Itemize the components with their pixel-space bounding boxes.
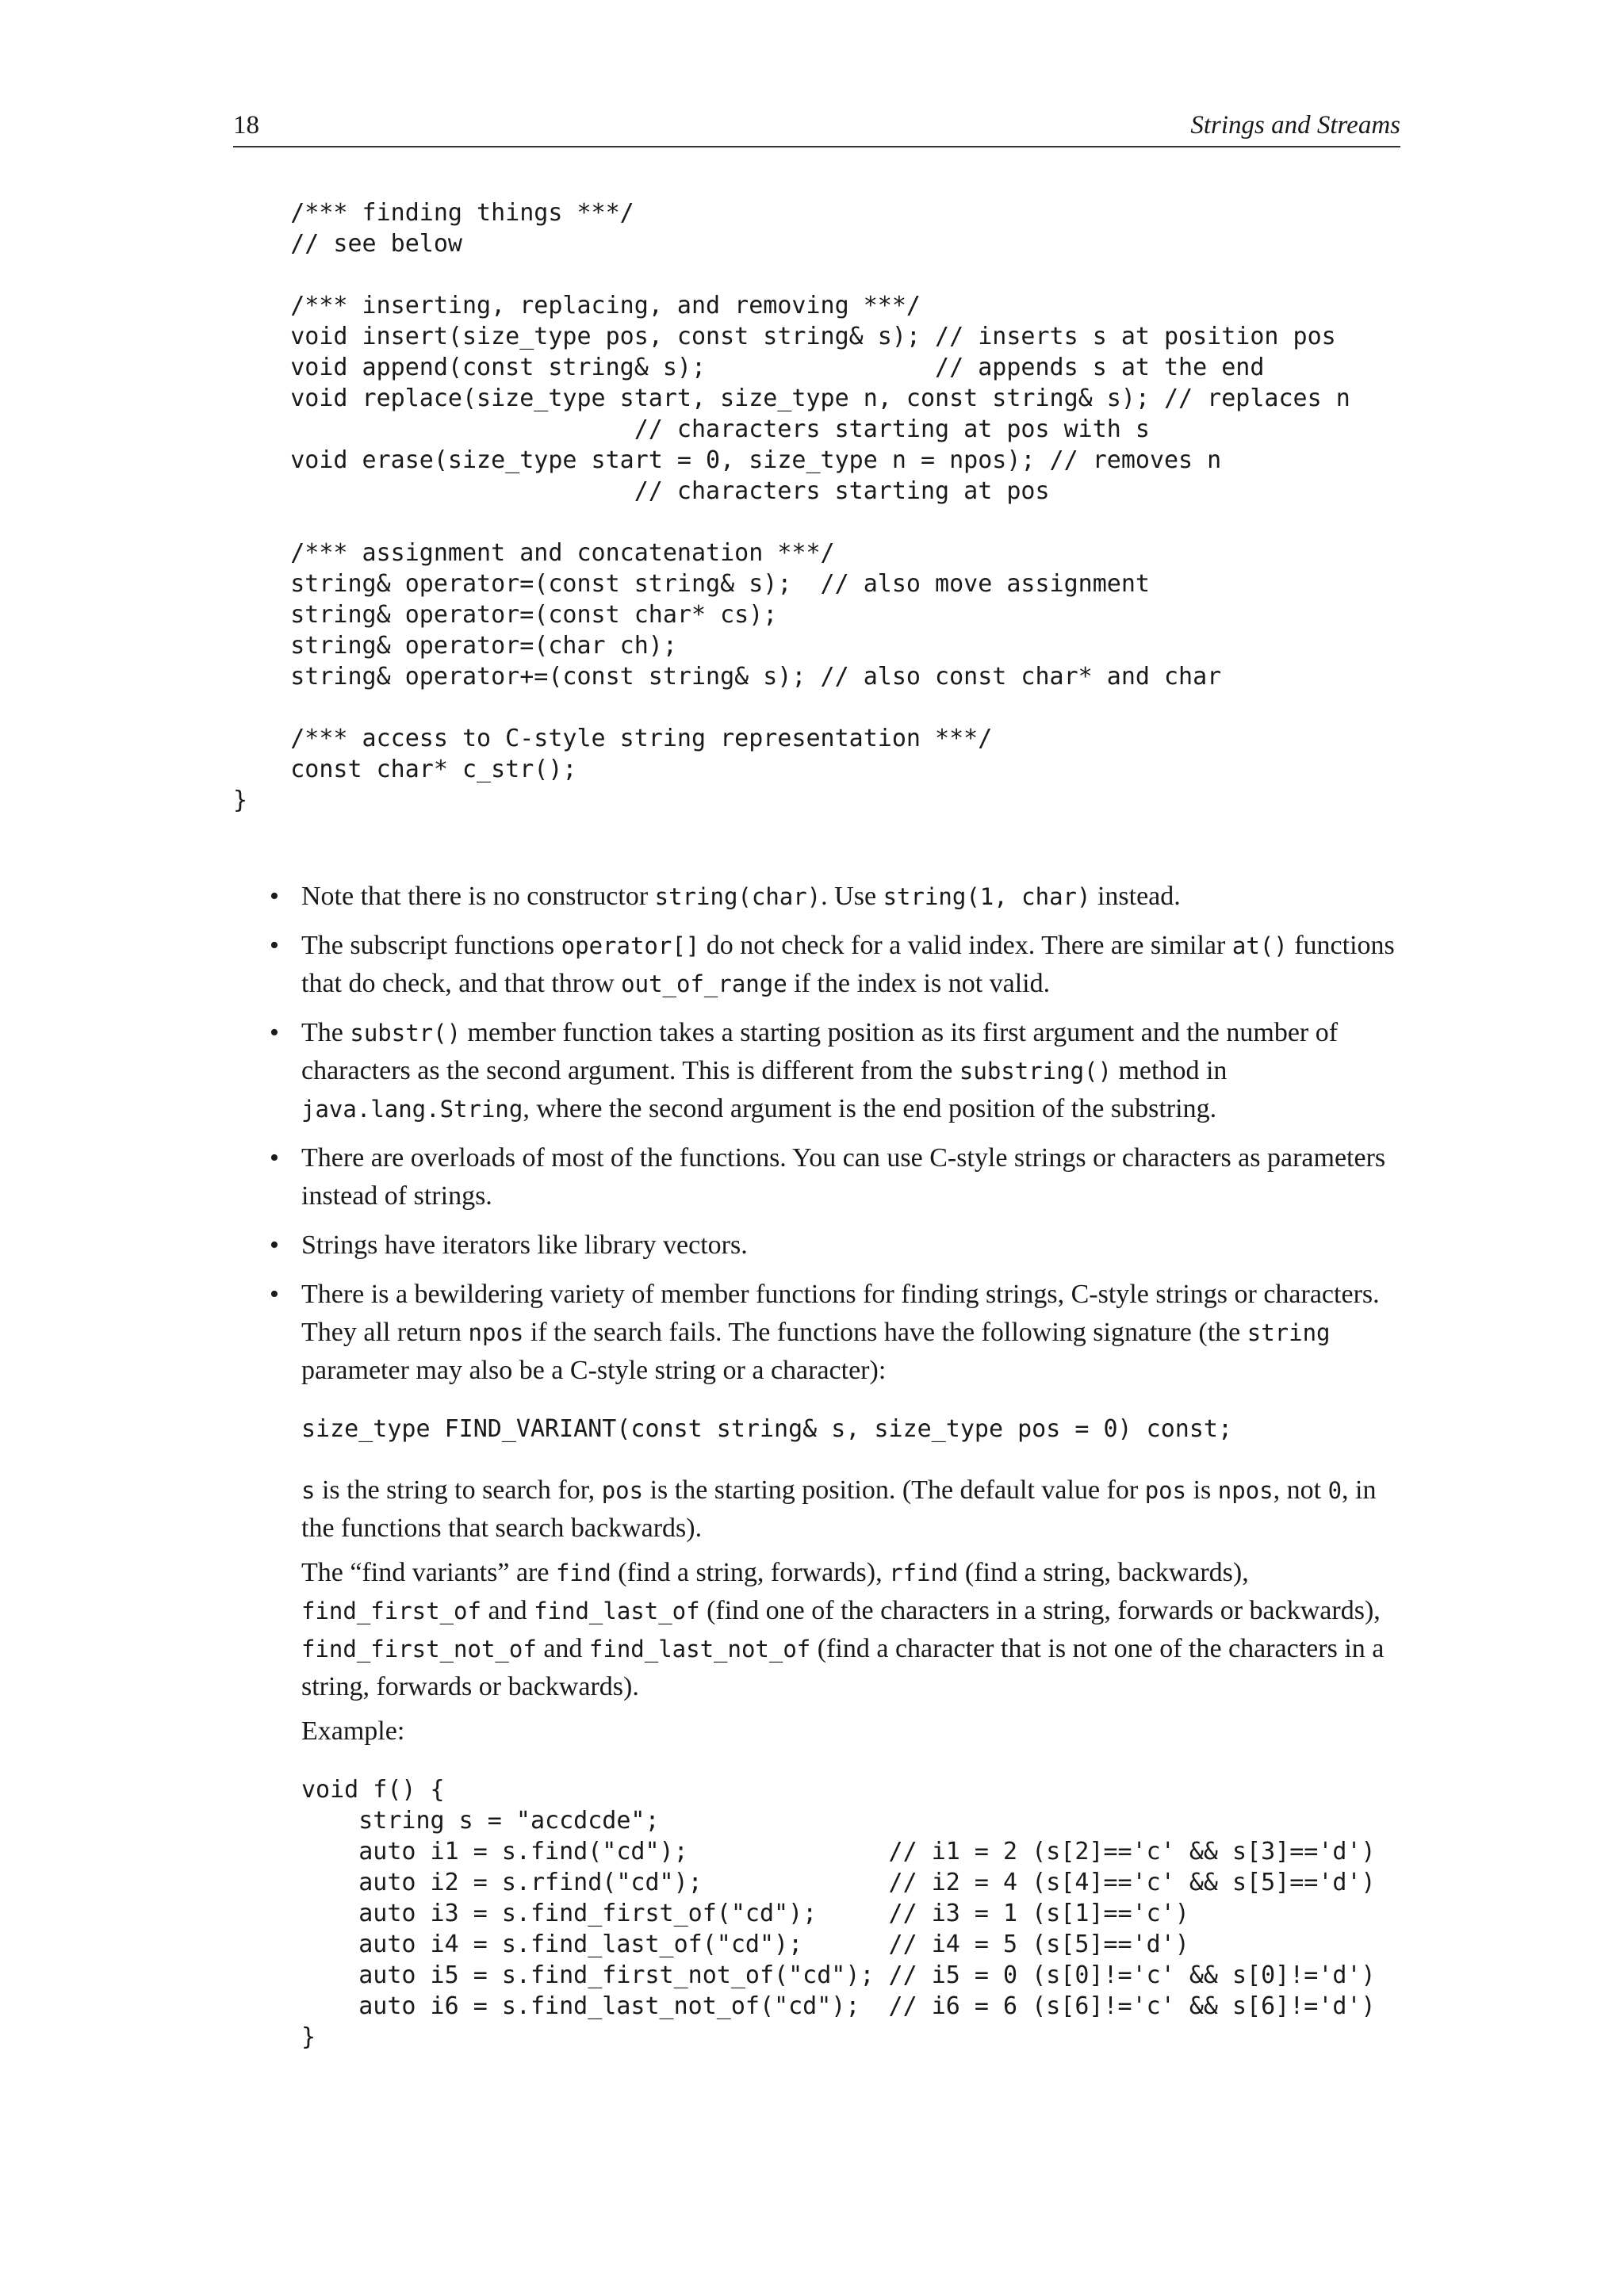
text-run: if the search fails. The functions have the following signature (the: [523, 1318, 1247, 1347]
text-run: There is a bewildering variety of member functions for finding strings, C-style strings or characters. They all return: [301, 1280, 1380, 1347]
bullet-text: [301, 1276, 1400, 1390]
inline-code: string(1, char): [883, 883, 1091, 910]
bullet-marker: •: [270, 931, 279, 960]
text-run: . Use: [821, 882, 883, 911]
text-run: The: [301, 1018, 350, 1047]
code-line: auto i4 = s.find_last_of("cd"); // i4 = 5 (s[5]=='d'): [301, 1931, 1189, 1958]
bullet-item: [233, 1139, 1400, 1215]
bullet-text: There are overloads of most of the functions. You can use C-style strings or characters as parameters instead of strings.: [301, 1143, 1386, 1211]
bullet-item: [233, 878, 1400, 916]
code-line: string& operator+=(const string& s); // also const char* and char: [233, 663, 1222, 691]
text-run: and: [536, 1634, 589, 1663]
code-example: [301, 1774, 1400, 2053]
bullet-list-section: [233, 878, 1400, 2080]
code-line: void replace(size_type start, size_type n, const string& s); // replaces n: [233, 385, 1350, 412]
bullet-item: [233, 1226, 1400, 1265]
text-run: parameter may also be a C-style string or a character):: [301, 1356, 887, 1385]
bullet-list: [233, 878, 1400, 2053]
inline-code: java.lang.String: [301, 1096, 523, 1123]
code-line: /*** finding things ***/: [233, 199, 634, 227]
code-line: void f() {: [301, 1776, 445, 1804]
code-line: // characters starting at pos: [233, 477, 1050, 505]
code-line: string& operator=(char ch);: [233, 632, 677, 660]
inline-code: at(): [1231, 932, 1288, 959]
text-run: if the index is not valid.: [787, 969, 1051, 998]
bullet-item: [233, 927, 1400, 1003]
text-run: , where the second argument is the end position of the substring.: [523, 1094, 1217, 1123]
bullet-text: [301, 927, 1400, 1003]
inline-code: npos: [1217, 1477, 1274, 1504]
inline-code: string: [1247, 1319, 1331, 1346]
example-label: Example:: [301, 1716, 405, 1746]
code-line: void insert(size_type pos, const string& s); // inserts s at position pos: [233, 323, 1336, 350]
code-line: const char* c_str();: [233, 756, 577, 783]
inline-code: substring(): [959, 1058, 1112, 1085]
code-line: // characters starting at pos with s: [233, 415, 1150, 443]
code-signature: [301, 1414, 1400, 1445]
text-run: The subscript functions: [301, 931, 561, 960]
chapter-title: Strings and Streams: [1190, 111, 1400, 140]
code-line: auto i6 = s.find_last_not_of("cd"); // i6 = 6 (s[6]!='c' && s[6]!='d'): [301, 1992, 1376, 2020]
inline-code: find: [555, 1559, 611, 1586]
code-line: auto i2 = s.rfind("cd"); // i2 = 4 (s[4]=='c' && s[5]=='d'): [301, 1869, 1376, 1896]
text-run: member function takes a starting position as its first argument and the number of characters as the second argument. This is different from the: [301, 1018, 1339, 1085]
code-line: }: [301, 2023, 316, 2051]
bullet-text: [301, 1014, 1400, 1128]
code-line: [233, 692, 1350, 723]
text-run: Note that there is no constructor: [301, 882, 655, 911]
inline-code: out_of_range: [621, 970, 787, 997]
text-run: method in: [1111, 1056, 1228, 1085]
code-line: [233, 259, 1350, 290]
text-run: functions that do check, and that throw: [301, 931, 1395, 998]
bullet-marker: •: [270, 882, 279, 911]
code-line: auto i1 = s.find("cd"); // i1 = 2 (s[2]=='c' && s[3]=='d'): [301, 1838, 1376, 1866]
code-line: string& operator=(const char* cs);: [233, 601, 778, 629]
page-number: 18: [233, 111, 259, 140]
bullet-marker: •: [270, 1230, 279, 1260]
inline-code: 0: [1327, 1477, 1342, 1504]
text-run: (find one of the characters in a string, forwards or backwards),: [699, 1596, 1381, 1625]
inline-code: npos: [468, 1319, 524, 1346]
code-line: [233, 507, 1350, 538]
code-line: string& operator=(const string& s); // also move assignment: [233, 570, 1150, 598]
bullet-text: Strings have iterators like library vectors.: [301, 1230, 748, 1260]
code-line: /*** access to C-style string representation ***/: [233, 725, 993, 752]
paragraph-params: [301, 1471, 1400, 1548]
text-run: , in the functions that search backwards).: [301, 1475, 1377, 1543]
text-run: instead.: [1090, 882, 1181, 911]
code-listing-string-class: [233, 197, 1350, 816]
code-line: void append(const string& s); // appends s at the end: [233, 354, 1265, 381]
text-run: is the starting position. (The default value for: [643, 1475, 1145, 1505]
text-run: and: [481, 1596, 534, 1625]
code-line: void erase(size_type start = 0, size_type n = npos); // removes n: [233, 446, 1222, 474]
code-line: // see below: [233, 230, 462, 258]
text-run: do not check for a valid index. There are similar: [699, 931, 1232, 960]
text-run: is the string to search for,: [315, 1475, 602, 1505]
code-line: size_type FIND_VARIANT(const string& s, size_type pos = 0) const;: [301, 1415, 1232, 1443]
inline-code: find_last_of: [534, 1598, 700, 1624]
text-run: is: [1186, 1475, 1218, 1505]
text-run: (find a string, backwards),: [958, 1558, 1249, 1587]
paragraph-find-variants: [301, 1554, 1400, 1706]
text-run: The “find variants” are: [301, 1558, 556, 1587]
text-run: (find a string, forwards),: [611, 1558, 890, 1587]
inline-code: pos: [601, 1477, 644, 1504]
code-line: string s = "accdcde";: [301, 1807, 660, 1835]
bullet-marker: •: [270, 1280, 279, 1309]
inline-code: pos: [1144, 1477, 1187, 1504]
page-header: [233, 109, 1400, 147]
inline-code: s: [301, 1477, 316, 1504]
inline-code: operator[]: [561, 932, 700, 959]
code-line: auto i5 = s.find_first_not_of("cd"); // i5 = 0 (s[0]!='c' && s[0]!='d'): [301, 1961, 1376, 1989]
bullet-text: [301, 878, 1400, 916]
text-run: , not: [1273, 1475, 1328, 1505]
inline-code: find_last_not_of: [588, 1636, 811, 1663]
bullet-item: [233, 1276, 1400, 2053]
inline-code: find_first_not_of: [301, 1636, 537, 1663]
bullet-item: [233, 1014, 1400, 1128]
bullet-marker: •: [270, 1143, 279, 1173]
code-line: /*** inserting, replacing, and removing ***/: [233, 292, 921, 320]
inline-code: rfind: [889, 1559, 959, 1586]
code-line: /*** assignment and concatenation ***/: [233, 539, 835, 567]
inline-code: substr(): [350, 1020, 462, 1047]
code-line: }: [233, 786, 248, 814]
code-line: auto i3 = s.find_first_of("cd"); // i3 = 1 (s[1]=='c'): [301, 1900, 1189, 1927]
inline-code: find_first_of: [301, 1598, 481, 1624]
inline-code: string(char): [654, 883, 822, 910]
text-run: (find a character that is not one of the characters in a string, forwards or backwards).: [301, 1634, 1385, 1701]
bullet-marker: •: [270, 1018, 279, 1047]
